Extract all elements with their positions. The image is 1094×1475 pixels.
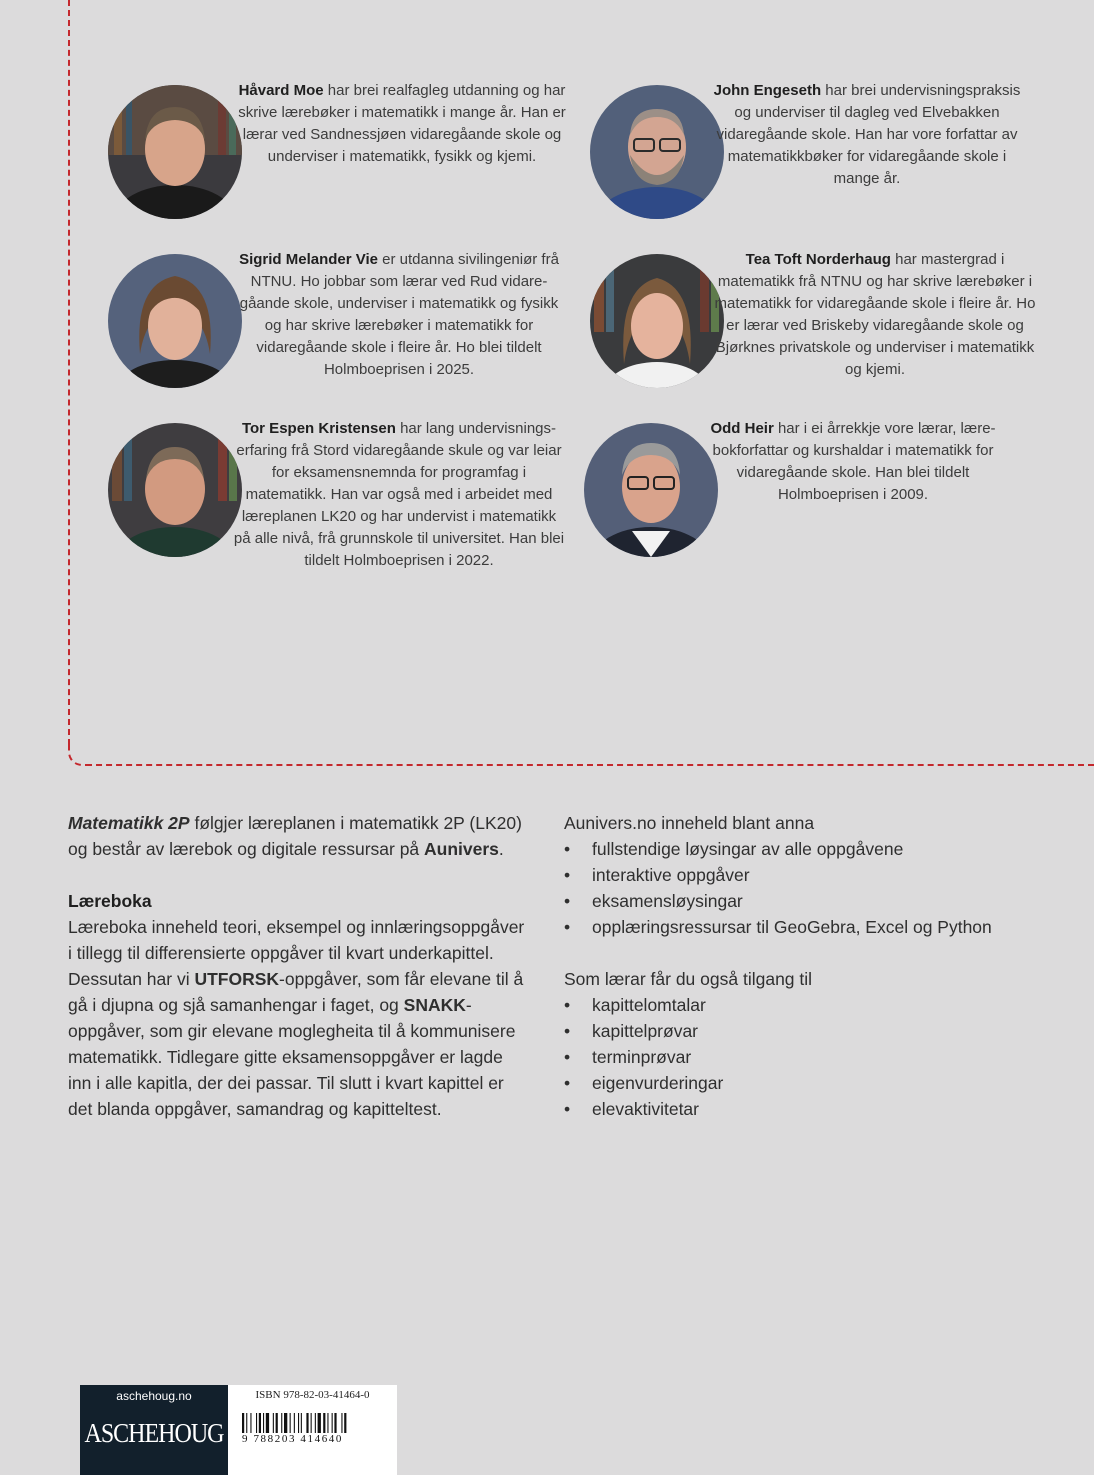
laereboka-text-1: Læreboka inneheld teori, eksempel og innlæringsoppgåver i tillegg til differensierte oppgåver til kvart underkapittel. Dessutan har vi	[68, 917, 525, 989]
author-bio	[232, 418, 566, 572]
teacher-heading: Som lærar får du også tilgang til	[564, 969, 813, 989]
author-bio-text: har brei undervisningspraksis og underviser til dagleg ved Elvebakken vidaregåande skole. Han har vore forfattar av matematikkbøker for vidaregåande skole i mange år.	[716, 82, 1021, 187]
book-title: Matematikk 2P	[68, 813, 190, 833]
aunivers-heading: Aunivers.no inneheld blant anna	[564, 813, 815, 833]
author-name: Tor Espen Kristensen	[241, 420, 396, 437]
author-bio	[706, 418, 1000, 506]
author-photo	[108, 85, 242, 219]
dashed-frame-bottom	[86, 764, 1094, 766]
list-item: • terminprøvar	[564, 1044, 1044, 1070]
author-photo	[590, 85, 724, 219]
barcode-digits: 9 788203 414640	[242, 1433, 343, 1445]
isbn-label: ISBN 978-82-03-41464-0	[255, 1389, 370, 1401]
author-photo	[108, 423, 242, 557]
author-name: Sigrid Melander Vie	[239, 251, 378, 268]
laereboka-paragraph	[68, 914, 526, 1122]
author-bio-text: har lang undervisningserfaring frå Stord vidaregåande skule og var leiar for eksamensnemnda for programfag i matematikk. Han var også med i arbeidet med læreplanen LK20 og har undervist i matematikk på alle nivå, frå grunnskole til universitet. Han blei tildelt Holmboeprisen i 2022.	[233, 420, 565, 569]
author-name: Tea Toft Norderhaug	[745, 251, 891, 268]
intro-text-end: .	[498, 839, 504, 859]
list-item: • eigenvurderingar	[564, 1070, 1044, 1096]
snakk-label: SNAKK	[403, 995, 466, 1015]
author-bio-text: har i ei årrekkje vore lærar, lærebokforfattar og kurshaldar i matematikk for vidaregåande skole. Han blei tildelt Holmboeprisen i 2009.	[712, 420, 996, 503]
author-bio-text: er utdanna sivilingeniør frå NTNU. Ho jobbar som lærar ved Rud vidaregåande skole, underviser i matematikk og fysikk og har skrive lærebøker i matematikk for vidaregåande skole i fleire år. Ho blei tildelt Holmboeprisen i 2025.	[239, 251, 559, 378]
author-bio-text: har mastergrad i matematikk frå NTNU og har skrive lærebøker i matematikk for vidaregåande skole i fleire år. Ho er lærar ved Briskeby vidaregåande skole og Bjørknes privatskole og underviser i matematikk og kjemi.	[714, 251, 1036, 378]
utforsk-label: UTFORSK	[194, 969, 280, 989]
publisher-logo: ASCHEHOUG	[84, 1418, 224, 1449]
intro-text: følgjer læreplanen i matematikk 2P (LK20) og består av lærebok og digitale ressursar på	[68, 813, 522, 859]
dashed-frame-left	[68, 0, 70, 745]
author-photo	[590, 254, 724, 388]
book-description	[68, 810, 526, 1122]
list-item: • kapittelprøvar	[564, 1018, 1044, 1044]
list-item: • opplæringsressursar til GeoGebra, Excel og Python	[564, 914, 1044, 940]
author-bio	[232, 80, 572, 168]
author-name: Håvard Moe	[238, 82, 324, 99]
author-photo	[584, 423, 718, 557]
list-item: • interaktive oppgåver	[564, 862, 1044, 888]
author-bio	[712, 80, 1022, 190]
author-bio	[712, 249, 1038, 381]
isbn-box	[228, 1385, 397, 1475]
teacher-list	[564, 992, 1044, 1122]
resources-column	[564, 810, 1044, 1122]
laereboka-text-2: -oppgåver, som får elevane til å gå i djupna og sjå samanhengar i faget, og	[68, 969, 524, 1015]
list-item: • elevaktivitetar	[564, 1096, 1044, 1122]
laereboka-heading: Læreboka	[68, 891, 152, 911]
list-item: • eksamensløysingar	[564, 888, 1044, 914]
author-bio-text: har brei realfagleg utdanning og har skrive lærebøker i matematikk i mange år. Han er lærar ved Sandnessjøen vidaregåande skole og underviser i matematikk, fysikk og kjemi.	[238, 82, 566, 165]
aunivers-list	[564, 836, 1044, 940]
author-name: John Engeseth	[713, 82, 822, 99]
author-photo	[108, 254, 242, 388]
publisher-box	[80, 1385, 228, 1475]
platform-name: Aunivers	[424, 839, 499, 859]
author-name: Odd Heir	[710, 420, 774, 437]
list-item: • kapittelomtalar	[564, 992, 1044, 1018]
author-bio	[232, 249, 566, 381]
publisher-website[interactable]: aschehoug.no	[116, 1389, 192, 1403]
intro-paragraph	[68, 810, 526, 862]
dashed-frame-corner	[68, 740, 88, 766]
laereboka-text-3: -oppgåver, som gir elevane moglegheita til å kommunisere matematikk. Tidlegare gitte eksamensoppgåver er lagde inn i alle kapitla, der dei passar. Til slutt i kvart kapittel er det blanda oppgåver, samandrag og kapitteltest.	[68, 995, 516, 1119]
list-item: • fullstendige løysingar av alle oppgåvene	[564, 836, 1044, 862]
